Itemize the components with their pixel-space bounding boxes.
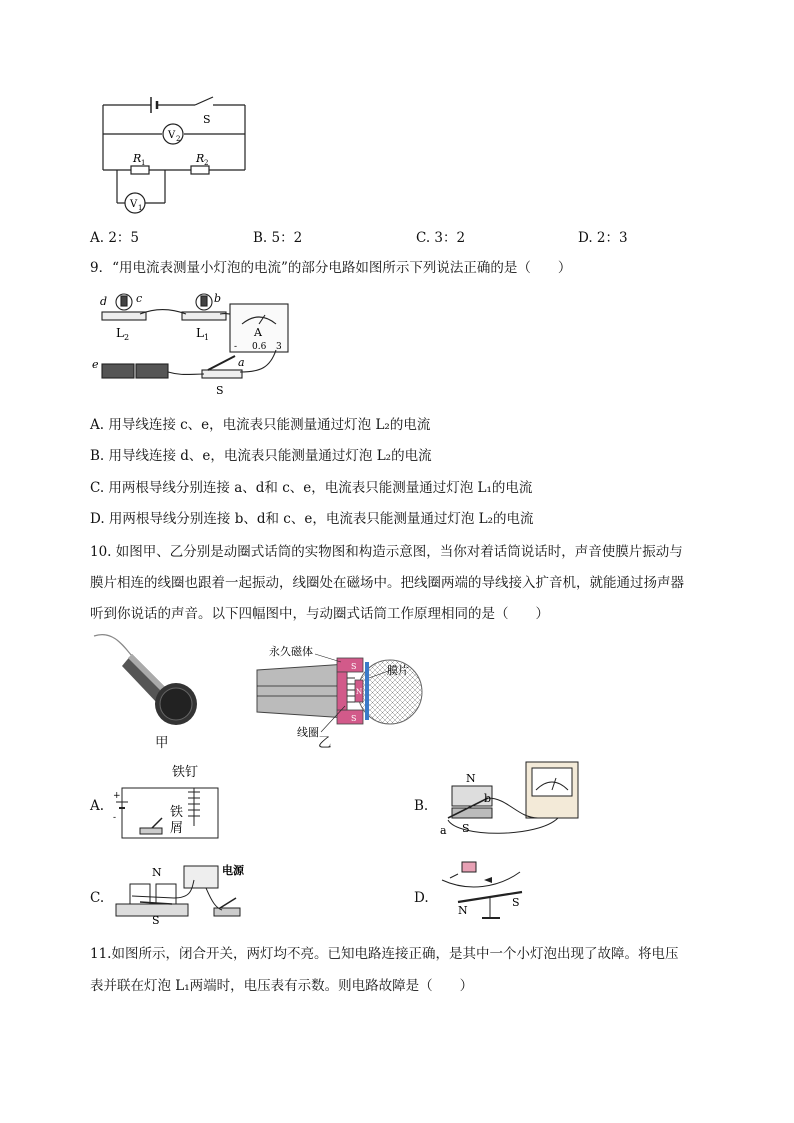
svg-text:1: 1 (138, 204, 143, 212)
svg-text:N: N (466, 772, 476, 785)
q10-option-a-figure[interactable] (112, 762, 232, 844)
q8-option-d[interactable]: D. 2：3 (578, 230, 628, 246)
svg-text:-: - (113, 813, 117, 823)
svg-text:电源: 电源 (222, 864, 244, 877)
svg-text:永久磁体: 永久磁体 (269, 645, 313, 658)
svg-text:b: b (484, 792, 492, 805)
svg-text:1: 1 (204, 333, 210, 342)
svg-text:屑: 屑 (170, 821, 184, 836)
svg-text:e: e (92, 358, 99, 371)
svg-text:c: c (136, 292, 143, 305)
q8-switch-label: S (203, 113, 211, 126)
q10-option-d-figure[interactable] (438, 858, 558, 928)
q9-stem: 9．“用电流表测量小灯泡的电流”的部分电路如图所示下列说法正确的是（ ） (90, 260, 572, 276)
q10-stem-line-3: 听到你说话的声音。以下四幅图中，与动圈式话筒工作原理相同的是（ ） (90, 606, 549, 622)
svg-text:1: 1 (141, 159, 146, 167)
svg-text:b: b (214, 292, 222, 305)
svg-text:V: V (168, 130, 176, 141)
svg-text:L: L (116, 326, 124, 340)
q9-option-a[interactable]: A. 用导线连接 c、e，电流表只能测量通过灯泡 L₂的电流 (90, 417, 431, 433)
q10-stem-line-1: 10. 如图甲、乙分别是动圈式话筒的实物图和构造示意图，当你对着话筒说话时，声音使膜片振动与 (90, 544, 683, 560)
svg-text:3: 3 (276, 342, 282, 352)
q8-option-b[interactable]: B. 5：2 (253, 230, 303, 246)
q10-option-b-figure[interactable] (438, 758, 588, 840)
svg-text:N: N (152, 866, 162, 879)
svg-text:2: 2 (204, 159, 209, 167)
svg-text:V: V (130, 199, 138, 210)
svg-text:R: R (133, 152, 142, 165)
q9-option-c[interactable]: C. 用两根导线分别连接 a、d和 c、e，电流表只能测量通过灯泡 L₁的电流 (90, 480, 533, 496)
svg-text:S: S (152, 914, 160, 927)
q10-option-b-label[interactable]: B. (414, 798, 429, 814)
svg-text:2: 2 (124, 333, 130, 342)
q9-option-d[interactable]: D. 用两根导线分别连接 b、d和 c、e，电流表只能测量通过灯泡 L₂的电流 (90, 511, 534, 527)
svg-text:S: S (462, 822, 470, 835)
svg-text:L: L (196, 326, 204, 340)
fig-yi-label: 乙 (318, 735, 332, 751)
q10-option-a-label[interactable]: A. (90, 798, 105, 814)
microphone-structure-diagram (255, 640, 435, 740)
q10-option-d-label[interactable]: D. (414, 890, 429, 906)
q8-option-c[interactable]: C. 3：2 (416, 230, 466, 246)
svg-text:S: S (512, 896, 520, 909)
svg-text:线圈: 线圈 (297, 726, 319, 739)
svg-text:a: a (238, 356, 245, 369)
svg-text:铁: 铁 (170, 805, 184, 820)
q10-option-c-figure[interactable] (112, 858, 252, 928)
q10-option-c-label[interactable]: C. (90, 890, 105, 906)
svg-text:d: d (100, 295, 108, 308)
svg-text:N: N (458, 904, 468, 917)
svg-text:R: R (196, 152, 205, 165)
svg-text:铁钉: 铁钉 (172, 765, 199, 780)
q11-stem-line-1: 11.如图所示，闭合开关，两灯均不亮。已知电路连接正确，是其中一个小灯泡出现了故障。将电压 (90, 946, 679, 962)
svg-text:2: 2 (176, 135, 181, 143)
svg-text:a: a (440, 824, 447, 837)
q8-option-a[interactable]: A. 2：5 (90, 230, 140, 246)
svg-text:A: A (254, 326, 262, 339)
svg-text:S: S (351, 714, 357, 723)
q8-circuit-figure (95, 90, 255, 220)
svg-text:N: N (356, 688, 363, 696)
q11-stem-line-2: 表并联在灯泡 L₁两端时，电压表有示数。则电路故障是（ ） (90, 978, 474, 994)
q9-circuit-figure (90, 288, 300, 400)
svg-text:0.6: 0.6 (252, 342, 267, 352)
q9-option-b[interactable]: B. 用导线连接 d、e，电流表只能测量通过灯泡 L₂的电流 (90, 448, 432, 464)
microphone-photo (92, 632, 217, 732)
svg-text:膜片: 膜片 (387, 664, 409, 677)
svg-text:+: + (113, 791, 121, 801)
fig-jia-label: 甲 (155, 735, 169, 751)
q10-stem-line-2: 膜片相连的线圈也跟着一起振动，线圈处在磁场中。把线圈两端的导线接入扩音机，就能通过扬声器 (90, 575, 684, 591)
svg-text:-: - (234, 342, 238, 352)
svg-text:S: S (216, 384, 224, 397)
svg-text:S: S (351, 662, 357, 671)
